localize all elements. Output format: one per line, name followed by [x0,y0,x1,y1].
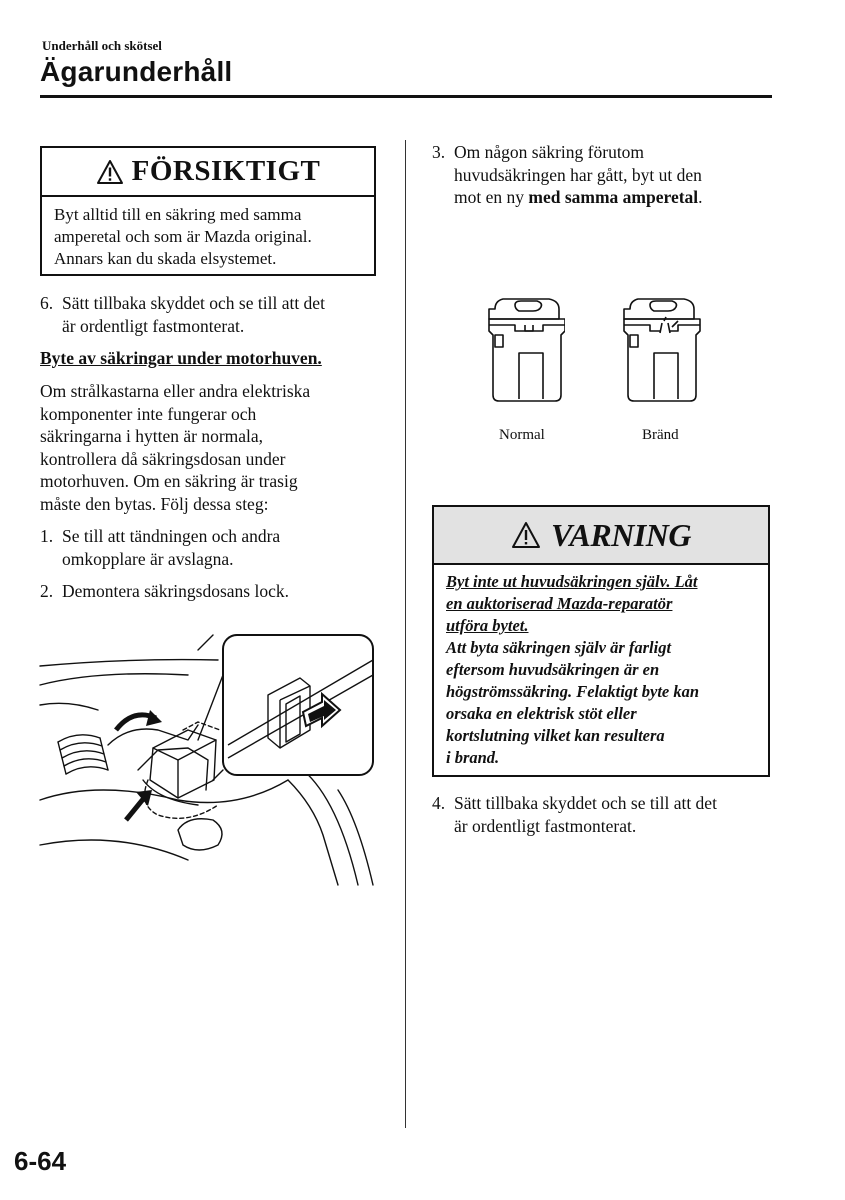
warning-line: högströmssäkring. Felaktigt byte kan [446,682,700,701]
step-number: 4. [432,793,446,813]
step-4 [432,792,777,837]
intro-line: komponenter inte fungerar och [40,403,257,424]
title-rule [40,95,772,98]
warning-text [434,565,768,769]
step-3 [432,141,772,209]
fuse-blown-illustration [620,295,710,405]
fuse-normal-label: Normal [499,427,545,443]
caution-header [42,148,374,197]
warning-line-underlined: en auktoriserad Mazda-reparatör [446,594,673,613]
page-number: 6-64 [14,1146,67,1176]
step-1 [40,525,380,570]
step-line [454,186,772,209]
step-2 [40,580,380,603]
warning-box [432,505,770,777]
caution-line: amperetal och som är Mazda original. [54,227,312,246]
warning-header [434,507,768,565]
warning-line: kortslutning vilket kan resultera [446,726,665,745]
step-text: . [698,187,703,207]
caution-line: Byt alltid till en säkring med samma [54,205,302,224]
step-text: mot en ny [454,187,529,207]
step-line: Se till att tändningen och andra [62,526,281,546]
warning-line: orsaka en elektrisk stöt eller [446,704,637,723]
step-6 [40,292,380,337]
caution-text [42,197,374,270]
fuse-normal-illustration [485,295,565,405]
warning-triangle-icon [96,159,124,185]
step-line: Om någon säkring förutom [454,142,645,162]
warning-line: Att byta säkringen själv är farligt [446,638,672,657]
step-line: omkopplare är avslagna. [62,548,234,569]
warning-line-underlined: Byt inte ut huvudsäkringen själv. Låt [446,572,698,591]
intro-line: säkringarna i hytten är normala, [40,426,264,446]
warning-line: i brand. [446,748,500,767]
warning-triangle-icon [511,521,541,549]
page-title: Ägarunderhåll [40,56,233,87]
step-number: 3. [432,142,446,162]
section-label: Underhåll och skötsel [42,38,162,53]
caution-title: FÖRSIKTIGT [131,155,321,187]
intro-line: Om strålkastarna eller andra elektriska [40,381,311,401]
intro-line: motorhuven. Om en säkring är trasig [40,471,298,491]
step-line: Demontera säkringsdosans lock. [62,581,289,601]
step-line: är ordentligt fastmonterat. [62,315,245,336]
column-divider [405,140,406,1128]
warning-line-underlined: utföra bytet. [446,616,529,635]
engine-compartment-illustration [38,630,383,890]
step-line: Sätt tillbaka skyddet och se till att det [62,293,325,313]
intro-line: kontrollera då säkringsdosan under [40,448,286,469]
caution-line: Annars kan du skada elsystemet. [54,249,277,268]
section-subheading: Byte av säkringar under motorhuven. [40,348,322,368]
step-line: Sätt tillbaka skyddet och se till att det [454,793,717,813]
caution-box [40,146,376,276]
step-number: 6. [40,293,54,313]
step-line: huvudsäkringen har gått, byt ut den [454,164,702,185]
step-number: 1. [40,526,54,546]
warning-line: eftersom huvudsäkringen är en [446,660,660,679]
step-number: 2. [40,581,54,601]
emphasis-text: med samma amperetal [528,187,699,207]
fuse-blown-label: Bränd [642,427,679,443]
warning-title: VARNING [551,516,691,553]
step-line: är ordentligt fastmonterat. [454,815,637,836]
intro-line: måste den bytas. Följ dessa steg: [40,493,269,514]
intro-paragraph [40,380,390,515]
